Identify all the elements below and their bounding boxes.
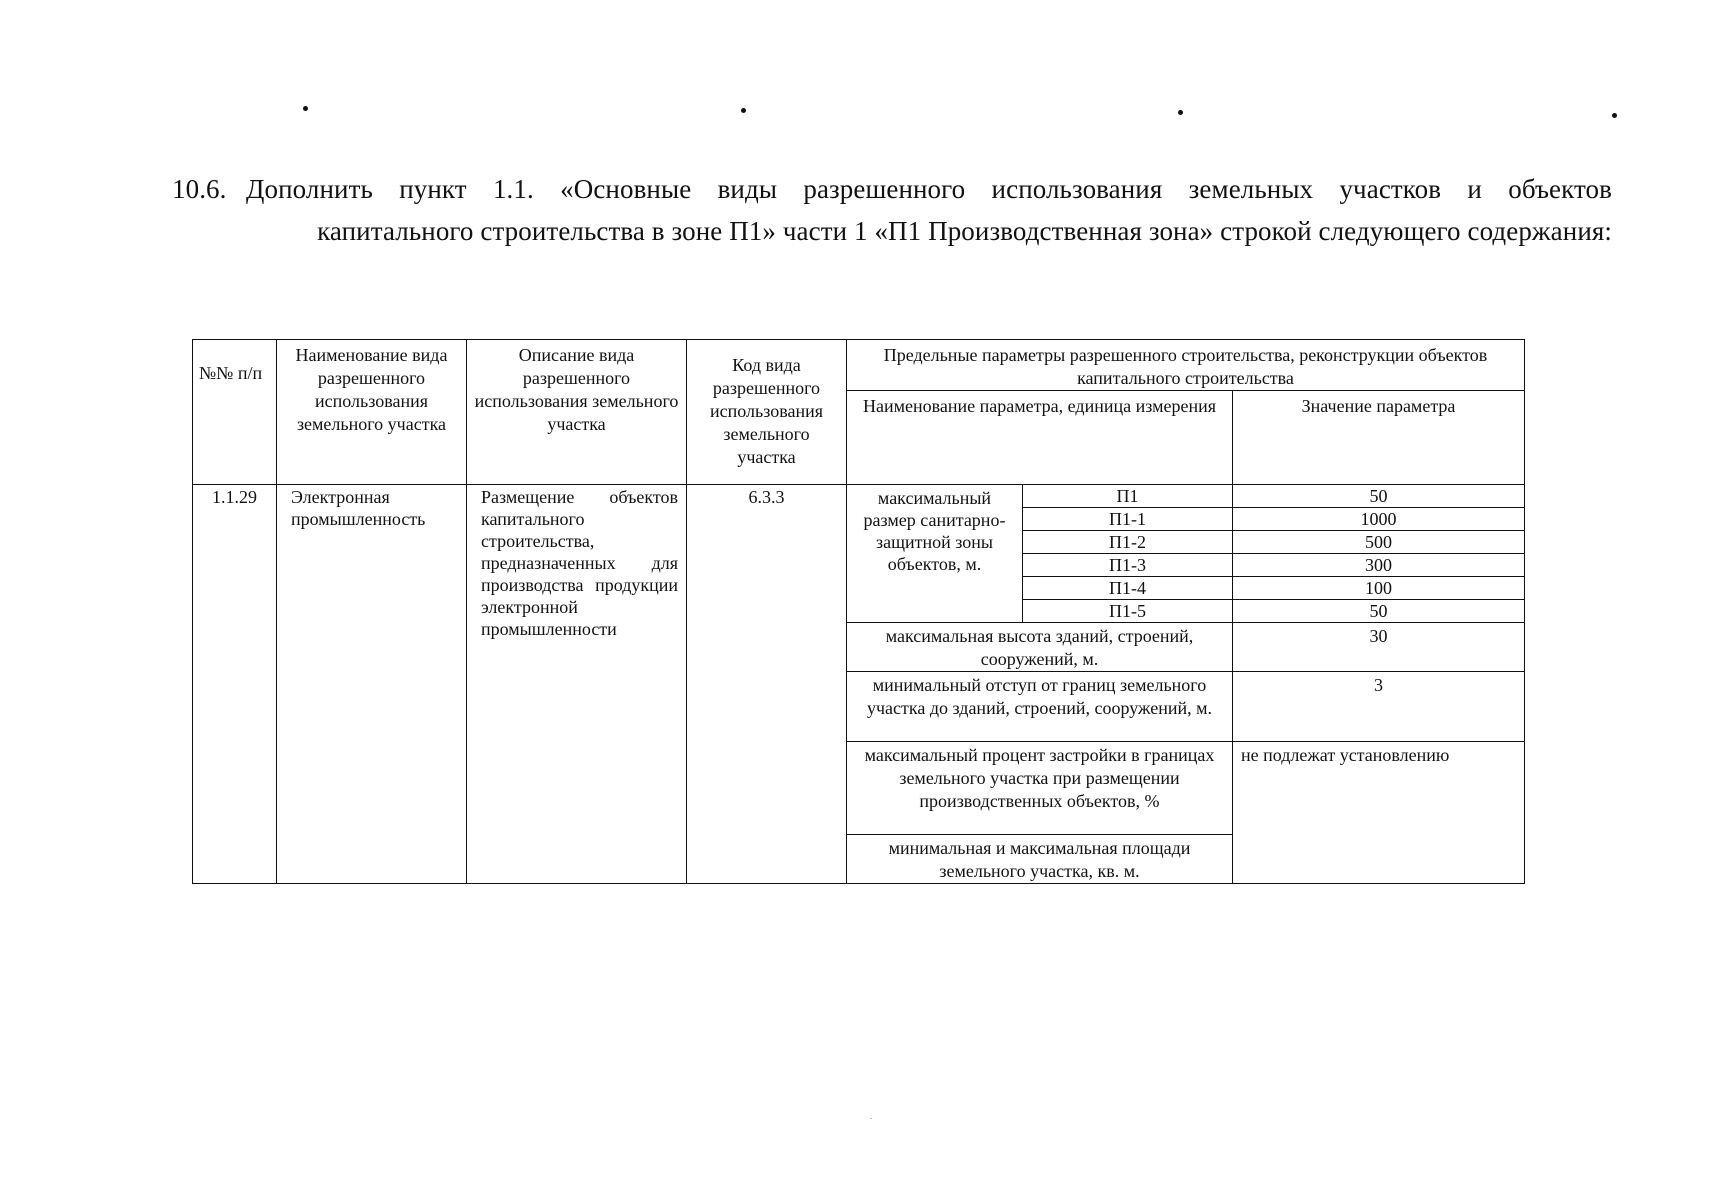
zone-value: 1000	[1233, 508, 1525, 531]
amendment-paragraph	[172, 168, 1612, 252]
row-name: Электронная промышленность	[277, 485, 467, 884]
zone-name: П1-4	[1023, 577, 1233, 600]
header-param-value: Значение параметра	[1233, 391, 1525, 485]
row-description: Размещение объектов капитального строительства, предназначенных для производства продукции электронной промышленности	[467, 485, 687, 884]
scan-dot	[303, 106, 308, 111]
paragraph-number: 10.6.	[172, 174, 227, 204]
sanitary-zone-label: максимальный размер санитарно-защитной зоны объектов, м.	[847, 485, 1023, 623]
table-header-row	[193, 340, 1525, 391]
table-row	[193, 485, 1525, 508]
param-value: 30	[1233, 623, 1525, 672]
scan-dot	[1612, 113, 1617, 118]
row-code: 6.3.3	[687, 485, 847, 884]
param-name: максимальный процент застройки в границах земельного участка при размещении производственных объектов, %	[847, 742, 1233, 835]
zone-name: П1-3	[1023, 554, 1233, 577]
zone-value: 50	[1233, 600, 1525, 623]
header-name: Наименование вида разрешенного использования земельного участка	[277, 340, 467, 485]
land-use-table	[192, 339, 1525, 884]
header-num: №№ п/п	[193, 340, 277, 485]
row-num: 1.1.29	[193, 485, 277, 884]
paragraph-line-1: Дополнить пункт 1.1. «Основные виды разрешенного использования земельных участков и объектов	[246, 174, 1612, 204]
zone-name: П1-2	[1023, 531, 1233, 554]
param-name: минимальный отступ от границ земельного участка до зданий, строений, сооружений, м.	[847, 672, 1233, 742]
param-value: не подлежат установлению	[1233, 742, 1525, 884]
zone-name: П1	[1023, 485, 1233, 508]
zone-value: 100	[1233, 577, 1525, 600]
paragraph-line-2: капитального строительства в зоне П1» части 1 «П1 Производственная зона» строкой следующего содержания:	[317, 216, 1612, 246]
zone-value: 500	[1233, 531, 1525, 554]
scan-mark	[870, 1118, 872, 1119]
header-description: Описание вида разрешенного использования земельного участка	[467, 340, 687, 485]
header-param-name: Наименование параметра, единица измерения	[847, 391, 1233, 485]
zone-name: П1-1	[1023, 508, 1233, 531]
header-limits: Предельные параметры разрешенного строительства, реконструкции объектов капитального строительства	[847, 340, 1525, 391]
scan-dot	[741, 108, 746, 113]
param-name: минимальная и максимальная площади земельного участка, кв. м.	[847, 835, 1233, 884]
header-code: Код вида разрешенного использования земельного участка	[687, 340, 847, 485]
zone-value: 50	[1233, 485, 1525, 508]
scan-dot	[1178, 110, 1183, 115]
param-value: 3	[1233, 672, 1525, 742]
zone-name: П1-5	[1023, 600, 1233, 623]
param-name: максимальная высота зданий, строений, сооружений, м.	[847, 623, 1233, 672]
zone-value: 300	[1233, 554, 1525, 577]
